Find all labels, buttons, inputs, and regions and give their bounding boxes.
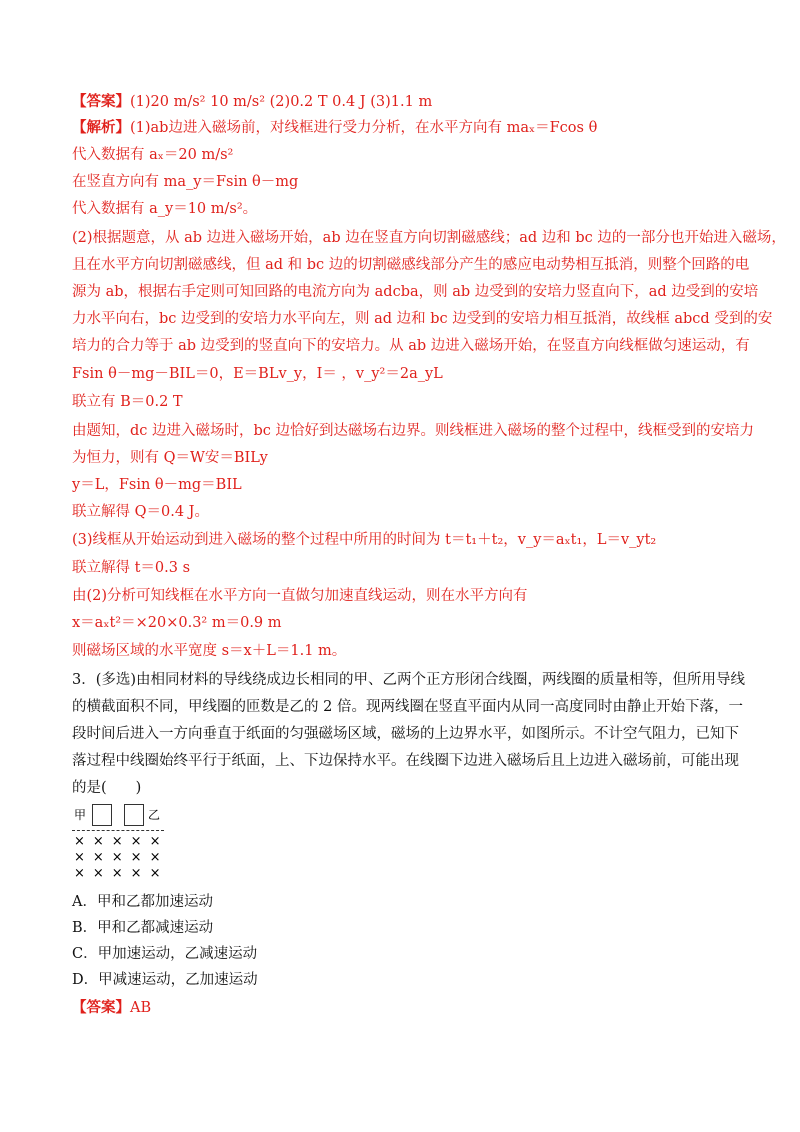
field-cross-row: ××××× [74,866,169,881]
coil-field-diagram [72,804,182,884]
field-boundary [72,830,164,831]
analysis-line-13: y＝L，Fsin θ－mg＝BIL [72,477,242,493]
question-line-2: 段时间后进入一方向垂直于纸面的匀强磁场区域，磁场的上边界水平，如图所示。不计空气阻力，已知下 [72,726,739,742]
analysis-line-10: 联立有 B＝0.2 T [72,394,183,410]
analysis-tag: 【解析】 [72,119,130,136]
field-cross-row: ××××× [74,850,169,865]
answer3-text: AB [130,1000,152,1016]
analysis-line-15: (3)线框从开始运动到进入磁场的整个过程中所用的时间为 t＝t₁＋t₂，v_y＝aₓt₁，L＝v_yt₂ [72,532,657,548]
analysis-line-12: 为恒力，则有 Q＝W安＝BILy [72,450,268,466]
analysis-line-18: x＝aₓt²＝×20×0.3² m＝0.9 m [72,615,282,631]
question-line-0: 3．(多选)由相同材料的导线绕成边长相同的甲、乙两个正方形闭合线圈，两线圈的质量相等，但所用导线 [72,672,746,688]
analysis-line-16: 联立解得 t＝0.3 s [72,560,191,576]
analysis-line-1: 代入数据有 aₓ＝20 m/s² [72,147,234,163]
analysis-line-17: 由(2)分析可知线框在水平方向一直做匀加速直线运动，则在水平方向有 [72,588,528,604]
answer3-tag: 【答案】 [72,999,130,1016]
coil-yi-label: 乙 [148,808,161,822]
analysis-line-2: 在竖直方向有 ma_y＝Fsin θ－mg [72,174,299,190]
coil-jia-label: 甲 [74,808,87,822]
answer-tag: 【答案】 [72,93,130,110]
option-a: A．甲和乙都加速运动 [72,894,213,910]
analysis-line-9: Fsin θ－mg－BIL＝0，E＝BLv_y，I＝ ，v_y²＝2a_yL [72,366,443,382]
analysis-line-5: 且在水平方向切割磁感线，但 ad 和 bc 边的切割磁感线部分产生的感应电动势相互抵消，则整个回路的电 [72,257,750,273]
analysis-text: (1)ab边进入磁场前，对线框进行受力分析，在水平方向有 maₓ＝Fcos θ [130,120,598,136]
option-d: D．甲减速运动，乙加速运动 [72,972,258,988]
analysis-line-19: 则磁场区域的水平宽度 s＝x＋L＝1.1 m。 [72,643,347,659]
analysis-line-0 [72,118,597,138]
analysis-line-11: 由题知，dc 边进入磁场时，bc 边恰好到达磁场右边界。则线框进入磁场的整个过程中，线框受到的安培力 [72,423,755,439]
question-line-1: 的横截面积不同，甲线圈的匝数是乙的 2 倍。现两线圈在竖直平面内从同一高度同时由静止开始下落，一 [72,699,743,715]
analysis-line-7: 力水平向右，bc 边受到的安培力水平向左，则 ad 边和 bc 边受到的安培力相互抵消，故线框 abcd 受到的安 [72,311,773,327]
analysis-line-6: 源为 ab，根据右手定则可知回路的电流方向为 adcba，则 ab 边受到的安培力竖直向下，ad 边受到的安培 [72,284,759,300]
answer-text: (1)20 m/s² 10 m/s² (2)0.2 T 0.4 J (3)1.1 m [130,94,433,110]
answer3-line [72,998,151,1018]
analysis-line-4: (2)根据题意，从 ab 边进入磁场开始，ab 边在竖直方向切割磁感线；ad 边和 bc 边的一部分也开始进入磁场， [72,230,786,246]
analysis-line-3: 代入数据有 a_y＝10 m/s²。 [72,201,258,217]
question-line-4: 的是( ) [72,780,142,796]
analysis-line-14: 联立解得 Q＝0.4 J。 [72,504,209,520]
answer-line [72,92,432,112]
question-line-3: 落过程中线圈始终平行于纸面，上、下边保持水平。在线圈下边进入磁场后且上边进入磁场前，可能出现 [72,753,739,769]
analysis-line-8: 培力的合力等于 ab 边受到的竖直向下的安培力。从 ab 边进入磁场开始，在竖直方向线框做匀速运动，有 [72,338,750,354]
coil-jia [92,804,112,826]
option-b: B．甲和乙都减速运动 [72,920,214,936]
option-c: C．甲加速运动，乙减速运动 [72,946,258,962]
field-cross-row: ××××× [74,834,169,849]
coil-yi [124,804,144,826]
